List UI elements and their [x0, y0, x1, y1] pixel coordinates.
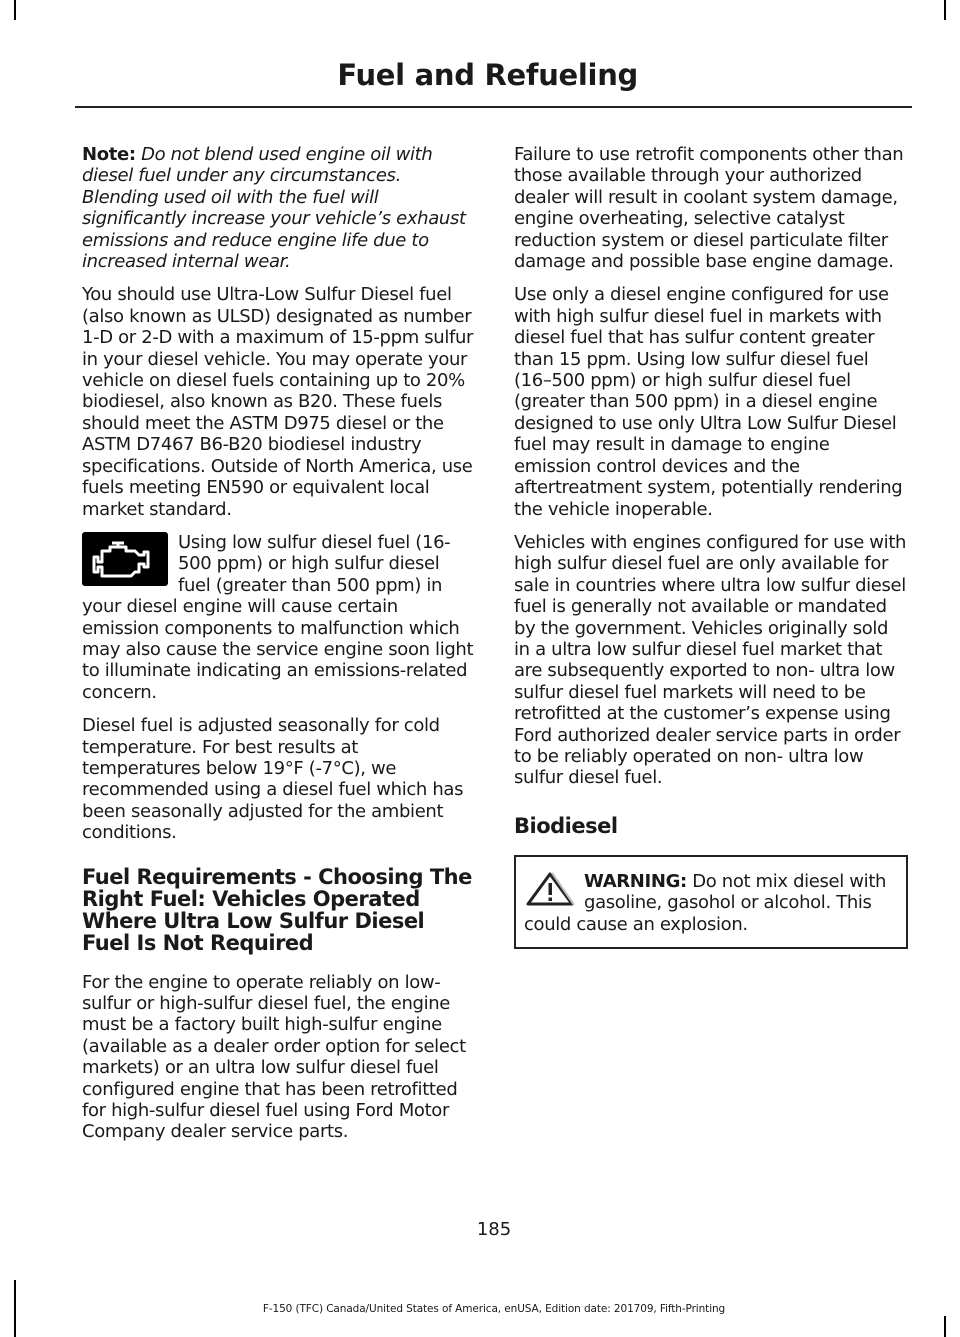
right-column [514, 144, 908, 949]
page-title: Fuel and Refueling [337, 58, 638, 92]
warning-label: WARNING: [584, 870, 687, 892]
check-engine-icon [82, 532, 168, 586]
export-paragraph: Vehicles with engines configured for use with high sulfur diesel fuel are only available for sale in countries where ultra low sulfur diesel fuel is generally not available or mandated by the government. Vehicles originally sold in a ultra low sulfur diesel fuel market that are subsequently exported to non- ultra low sulfur diesel fuel markets will need to be retrofitted at the customer’s expense using Ford authorized dealer service parts in order to be reliably operated on non- ultra low sulfur diesel fuel. [514, 531, 907, 789]
low-sulfur-paragraph [82, 532, 476, 703]
warning-box [514, 855, 908, 949]
low-sulfur-text: Using low sulfur diesel fuel (16-500 ppm) or high sulfur diesel fuel (greater than 500 ppm) in your diesel engine will cause certain emission components to malfunction which may also cause the service engine soon light to illuminate indicating an emissions-related concern. [82, 531, 474, 703]
ulsd-paragraph: You should use Ultra-Low Sulfur Diesel fuel (also known as ULSD) designated as number 1-D or 2-D with a maximum of 15-ppm sulfur in your diesel vehicle. You may operate your vehicle on diesel fuels containing up to 20% biodiesel, also known as B20. These fuels should meet the ASTM D975 diesel or the ASTM D7467 B6-B20 biodiesel industry specifications. Outside of North America, use fuels meeting EN590 or equivalent local market standard. [82, 284, 474, 520]
crop-mark-top-right [944, 0, 946, 20]
edition-footer: F-150 (TFC) Canada/United States of America, enUSA, Edition date: 201709, Fifth-Printing [262, 1303, 726, 1315]
note-text: Do not blend used engine oil with diesel fuel under any circumstances. Blending used oil with the fuel will significantly increase your vehicle’s exhaust emissions and reduce engine life due to increased internal wear. [82, 144, 466, 273]
seasonal-paragraph: Diesel fuel is adjusted seasonally for cold temperature. For best results at temperatures below 19°F (-7°C), we recommended using a diesel fuel which has been seasonally adjusted for the ambient conditions. [82, 715, 464, 844]
crop-mark-top-left [14, 0, 16, 20]
retrofit-paragraph: Failure to use retrofit components other than those available through your authorized dealer will result in coolant system damage, engine overheating, selective catalyst reduction system or diesel particulate filter damage and possible base engine damage. [514, 144, 904, 273]
header-rule [75, 106, 912, 108]
biodiesel-heading: Biodiesel [514, 813, 618, 838]
high-sulfur-markets-paragraph: Use only a diesel engine configured for use with high sulfur diesel fuel in markets with diesel fuel that has sulfur content greater than 15 ppm. Using low sulfur diesel fuel (16–500 ppm) or high sulfur diesel fuel (greater than 500 ppm) in a diesel engine designed to use only Ultra Low Sulfur Diesel fuel may result in damage to engine emission control devices and the aftertreatment system, potentially rendering the vehicle inoperable. [514, 284, 903, 520]
note-label: Note: [82, 144, 136, 165]
left-column [82, 144, 476, 1155]
fuel-requirements-heading: Fuel Requirements - Choosing The Right Fuel: Vehicles Operated Where Ultra Low Sulfur Diesel Fuel Is Not Required [82, 864, 472, 955]
warning-triangle-icon [524, 871, 580, 907]
warning-text: Do not mix diesel with gasoline, gasohol or alcohol. This could cause an explosion. [524, 870, 887, 935]
crop-mark-bottom-right [944, 1316, 946, 1337]
high-sulfur-engine-paragraph: For the engine to operate reliably on low-sulfur or high-sulfur diesel fuel, the engine must be a factory built high-sulfur engine (available as a dealer order option for select markets) or an ultra low sulfur diesel fuel configured engine that has been retrofitted for high-sulfur diesel fuel using Ford Motor Company dealer service parts. [82, 971, 466, 1143]
note-paragraph [82, 144, 476, 272]
page-number: 185 [476, 1219, 512, 1240]
